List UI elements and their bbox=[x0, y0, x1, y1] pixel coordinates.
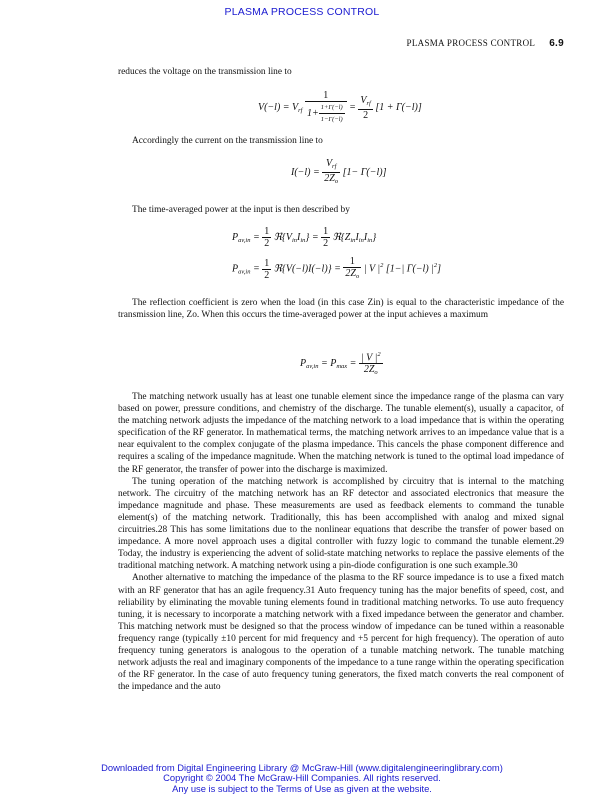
footer-terms: Any use is subject to the Terms of Use as given at the website. bbox=[172, 782, 432, 794]
equation-power-max: $P_{av,in} = P_{max}$ = $\frac{| V |^2}{2Z_o}$ bbox=[300, 351, 381, 377]
top-banner: PLASMA PROCESS CONTROL bbox=[224, 6, 380, 18]
footer-notice bbox=[0, 763, 604, 795]
equation-voltage: $V(-l) = V_{rf}$ 1 1+ $\frac{1+\Gamma(-l)}{1-\Gamma(-l)}$ = $\frac{V_{rf}}{2}$ [1 + Γ(−l)] bbox=[258, 90, 422, 123]
paragraph-6: The tuning operation of the matching network is accomplished by circuitry that is internal to the matching network. The circuitry of the matching network has an RF detector and associated electronics that measure the impedance magnitude and phase. These measurements are used as feedback elements to command the tunable element(s) of the matching network. Traditionally, this has been accomplished with analog and mixed signal circuitries.28 This has some limitations due to the nonlinear equations that describe the transfer of power based on impedance. A more novel approach uses a digital controller with fuzzy logic to command the tunable element.29 Today, the industry is experiencing the advent of solid-state matching networks to replace the passive elements of the traditional matching network. A matching network using a pin-diode configuration is one such example.30 bbox=[118, 476, 564, 572]
paragraph-4: The reflection coefficient is zero when the load (in this case Zin) is equal to the characteristic impedance of the transmission line, Zo. When this occurs the time-averaged power at the input achieves a maximum bbox=[118, 298, 564, 321]
equation-power-2: $P_{av,in}$ = $\frac{1}{2}$ ℜ{V(−l)I(−l)} = $\frac{1}{2Z_o}$ | V $|^2$ [1−| Γ(−l) $|^2$] bbox=[232, 256, 442, 281]
paragraph-1: reduces the voltage on the transmission line to bbox=[118, 67, 292, 77]
paragraph-2: Accordingly the current on the transmission line to bbox=[132, 136, 323, 146]
footer-download-link[interactable]: Downloaded from Digital Engineering Library @ McGraw-Hill (www.digitalengineeringlibrary.com) bbox=[101, 761, 503, 773]
equation-current: I(−l) = $\frac{V_{rf}}{2Z_o}$ [1− Γ(−l)] bbox=[291, 158, 387, 185]
paragraph-7: Another alternative to matching the impedance of the plasma to the RF source impedance is to use a fixed match with an RF generator that has an agile frequency.31 Auto frequency tuning has the major benefits of speed, cost, and reliability by eliminating the movable tuning elements found in traditional matching networks. To use auto frequency tuning, it is necessary to incorporate a matching network with a fixed impedance between the generator and chamber. This matching network must be designed so that the process window of impedance can be tuned within a reasonable frequency range (typically ±10 percent for mid frequency and +5 percent for high frequency). The operation of auto frequency tuning generators is analogous to the operation of a tunable matching network. The tunable matching network adjusts the real and imaginary components of the impedance to a tune range within the operating specification of the RF generator. In the case of auto frequency tuning generators, the fixed match converts the real component of the impedance and the auto bbox=[118, 573, 564, 693]
running-head bbox=[407, 38, 564, 49]
body-text bbox=[118, 391, 564, 693]
footer-copyright: Copyright © 2004 The McGraw-Hill Companies. All rights reserved. bbox=[163, 772, 441, 783]
paragraph-5: The matching network usually has at least one tunable element since the impedance range of the plasma can vary based on power, pressure conditions, and chemistry of the discharge. The tunable element(s), usually a capacitor, of the matching network adjusts the impedance of the matching network to a load impedance that is within the operating specification of the RF generator. In mathematical terms, the matching network arrives to an impedance value that is a near equivalent to the complex conjugate of the plasma impedance. This cancels the phase component difference and requires a scaling of the impedance magnitude. When the matching network is tuned to the optimal load impedance of the RF generator, the transfer of power into the discharge is maximized. bbox=[118, 392, 564, 475]
paragraph-3: The time-averaged power at the input is then described by bbox=[132, 205, 350, 215]
running-head-title: PLASMA PROCESS CONTROL bbox=[406, 38, 536, 48]
page-number: 6.9 bbox=[549, 38, 564, 49]
equation-power-1: $P_{av,in}$ = $\frac{1}{2}$ $ℜ\{V_{in}I_{in}\}$ = $\frac{1}{2}$ $ℜ\{Z_{in}I_{in}I_{in}\}$ bbox=[232, 226, 377, 249]
